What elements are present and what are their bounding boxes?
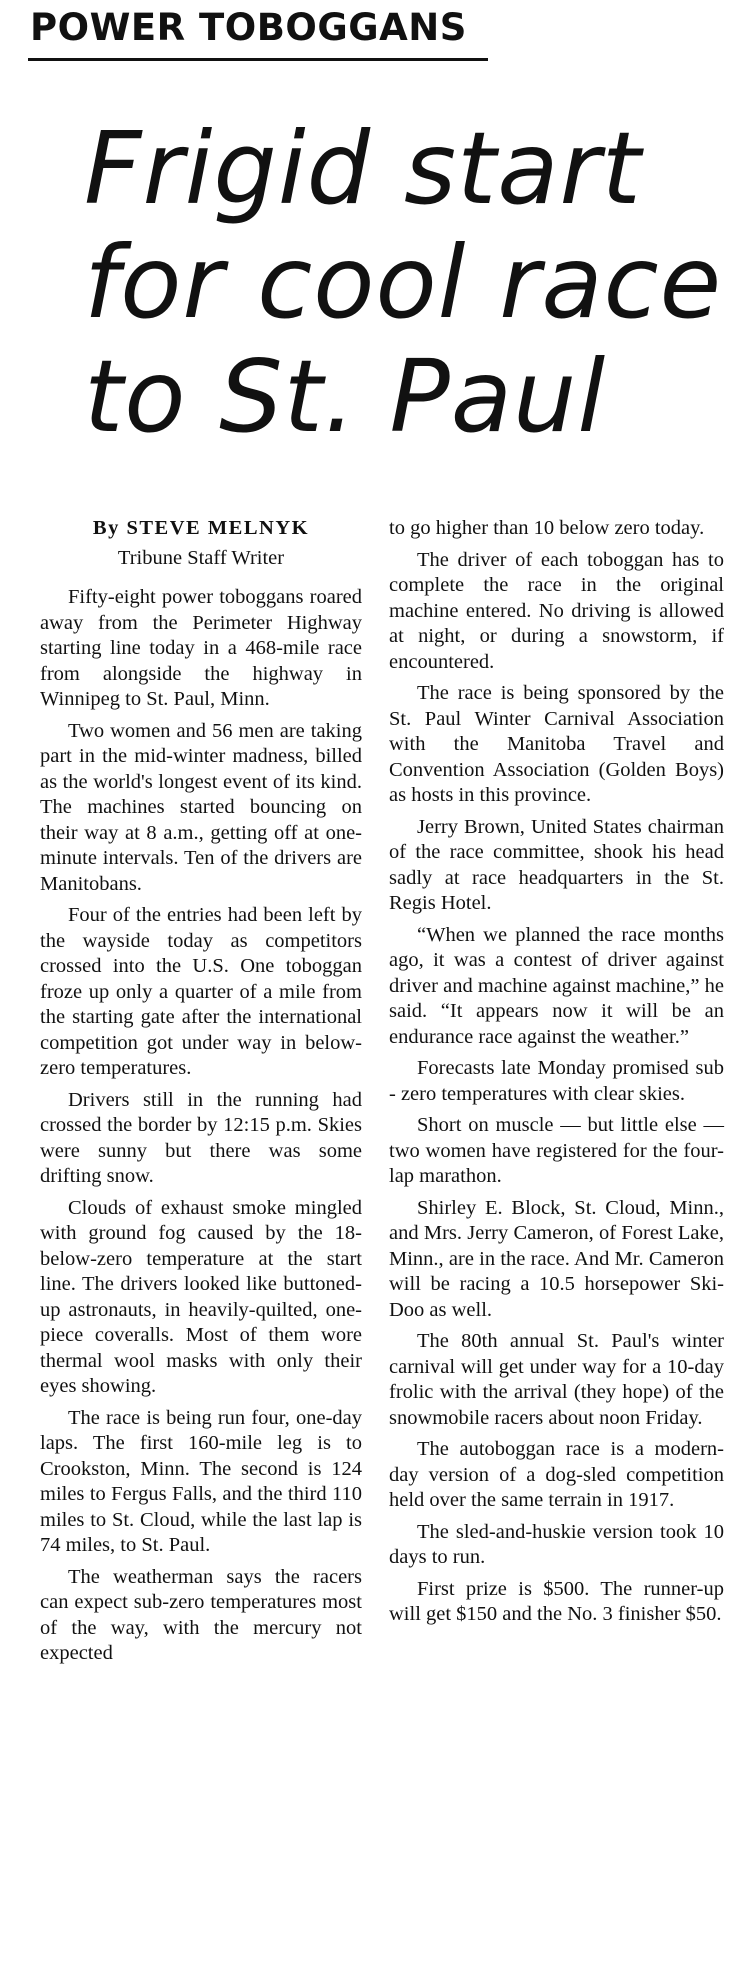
paragraph: The sled-and-huskie version took 10 days to run. — [389, 1520, 724, 1568]
paragraph: Two women and 56 men are taking part in the mid-winter madness, billed as the world's longest event of its kind. The machines started bouncing on their way at 8 a.m., getting off at one-minute intervals. Ten of the drivers are Manitobans. — [40, 719, 362, 895]
paragraph: Short on muscle — but little else — two women have registered for the four-lap marathon. — [389, 1114, 724, 1187]
body-column-right — [389, 516, 724, 1634]
paragraph: Forecasts late Monday promised sub - zero temperatures with clear skies. — [389, 1057, 724, 1105]
paragraph: First prize is $500. The runner-up will get $150 and the No. 3 finisher $50. — [389, 1577, 724, 1625]
paragraph: The 80th annual St. Paul's winter carnival will get under way for a 10-day frolic with the arrival (they hope) of the snowmobile racers about noon Friday. — [389, 1330, 724, 1429]
paragraph: “When we planned the race months ago, it was a contest of driver against driver and machine against machine,” he said. “It appears now it will be an endurance race against the weather.” — [389, 923, 724, 1048]
body-column-left — [40, 516, 362, 1673]
paragraph: Fifty-eight power toboggans roared away from the Perimeter Highway starting line today in a 468-mile race from alongside the highway in Winnipeg to St. Paul, Minn. — [40, 586, 362, 710]
paragraph: Shirley E. Block, St. Cloud, Minn., and Mrs. Jerry Cameron, of Forest Lake, Minn., are in the race. And Mr. Cameron will be racing a 10.5 horsepower Ski-Doo as well. — [389, 1196, 724, 1321]
kicker-underline — [28, 58, 488, 61]
headline — [84, 110, 723, 455]
section-kicker: POWER TOBOGGANS — [30, 6, 467, 49]
paragraph: The driver of each toboggan has to complete the race in the original machine entered. No driving is allowed at night, or during a snowstorm, if encountered. — [389, 548, 724, 673]
headline-line: for cool race — [84, 224, 723, 341]
paragraph: Jerry Brown, United States chairman of the race committee, shook his head sadly at race headquarters in the St. Regis Hotel. — [389, 815, 724, 914]
paragraph-continued: to go higher than 10 below zero today. — [389, 517, 705, 539]
paragraph: The race is being sponsored by the St. Paul Winter Carnival Association with the Manitoba Travel and Convention Association (Golden Boys) as hosts in this province. — [389, 682, 724, 806]
paragraph: Four of the entries had been left by the wayside today as competitors crossed into the U.S. One toboggan froze up only a quarter of a mile from the starting gate after the international competition got under way in below-zero temperatures. — [40, 904, 362, 1079]
headline-line: Frigid start — [84, 110, 642, 227]
paragraph: The weatherman says the racers can expect sub-zero temperatures most of the way, with the mercury not expected — [40, 1565, 362, 1664]
paragraph: The autoboggan race is a modern-day version of a dog-sled competition held over the same terrain in 1917. — [389, 1438, 724, 1511]
byline: By STEVE MELNYK — [92, 517, 310, 539]
paragraph: Drivers still in the running had crossed the border by 12:15 p.m. Skies were sunny but there was some drifting snow. — [40, 1088, 362, 1187]
paragraph: The race is being run four, one-day laps. The first 160-mile leg is to Crookston, Minn. The second is 124 miles to Fergus Falls, and the third 110 miles to St. Cloud, while the last lap is 74 miles, to St. Paul. — [40, 1406, 362, 1556]
paragraph: Clouds of exhaust smoke mingled with ground fog caused by the 18-below-zero temperature at the start line. The drivers looked like buttoned-up astronauts, in heavily-quilted, one-piece coveralls. Most of them wore thermal wool masks with only their eyes showing. — [40, 1196, 362, 1397]
headline-line: to St. Paul — [84, 338, 607, 455]
byline-role: Tribune Staff Writer — [117, 546, 285, 569]
